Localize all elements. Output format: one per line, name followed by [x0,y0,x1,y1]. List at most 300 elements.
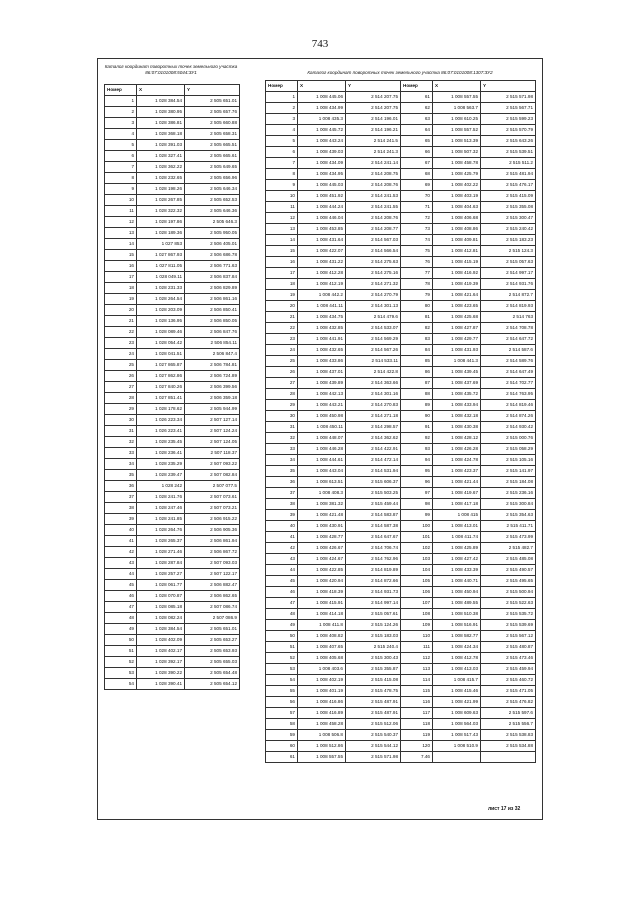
table-cell: 92 [401,433,433,444]
table-cell: 67 [401,158,433,169]
table-row [266,631,536,642]
table-cell: 1 008 441.11 [298,301,346,312]
table-cell: 1 008 419.39 [433,279,481,290]
table-row [266,290,536,301]
table-cell: 29 [266,400,298,411]
table-cell: 39 [266,510,298,521]
table-row [105,305,240,316]
table-cell: 37 [266,488,298,499]
table-cell: 49 [266,620,298,631]
table-cell: 2 515 597.6 [481,708,536,719]
table-cell: 1 028 267.85 [137,195,185,206]
table-cell: 1 008 432.85 [298,323,346,334]
table-cell: 2 515 482.7 [481,543,536,554]
table-cell: 1 028 178.62 [137,404,185,415]
table-cell: 38 [266,499,298,510]
table-cell: 23 [105,338,137,349]
table-cell: 2 514 587.38 [346,521,401,532]
table-cell: 1 028 089.46 [137,327,185,338]
table-cell: 2 514 270.79 [346,290,401,301]
table-cell: 1 008 507.32 [433,147,481,158]
table-cell: 13 [105,228,137,239]
table-cell: 1 027 853 [137,239,185,250]
table-cell: 2 515 544.12 [346,741,401,752]
table-row [266,389,536,400]
table-cell: 2 515 535.72 [481,609,536,620]
table2-header-cell: X [433,81,481,92]
table-cell: 2 514 872.7 [481,290,536,301]
table-cell: 79 [401,290,433,301]
table-cell: 1 028 247.46 [137,503,185,514]
table-cell: 2 515 485.08 [481,554,536,565]
table-cell: 1 028 391.03 [137,140,185,151]
table-cell: 1 008 429.77 [433,334,481,345]
table-cell: 18 [105,283,137,294]
table-row [266,719,536,730]
table-cell: 42 [105,547,137,558]
table-cell: 1 028 197.86 [137,217,185,228]
table-cell: 81 [401,312,433,323]
table-row [105,657,240,668]
table-cell: 1 008 408.3 [298,488,346,499]
table-cell: 1 008 421.48 [298,510,346,521]
table-cell: 1 028 235.45 [137,437,185,448]
table-cell: 1 008 437.69 [433,378,481,389]
table-cell: 2 505 660.88 [185,118,240,129]
table-cell: 2 515 511.2 [481,158,536,169]
table-cell: 2 506 861.16 [185,294,240,305]
table-cell: 2 506 882.47 [185,580,240,591]
table-cell: 1 008 434.95 [298,169,346,180]
table-cell: 110 [401,631,433,642]
table-cell: 1 028 386.81 [137,118,185,129]
table-cell: 1 008 564.03 [433,719,481,730]
table-cell: 15 [266,246,298,257]
table-cell: 2 514 930.42 [481,422,536,433]
table-cell: 2 515 000.76 [481,433,536,444]
table-cell: 2 507 082.84 [185,470,240,481]
table-cell: 72 [401,213,433,224]
table-cell: 1 028 265.37 [137,536,185,547]
table-cell: 1 028 402.17 [137,646,185,657]
table-cell: 42 [266,543,298,554]
table-cell: 109 [401,620,433,631]
table-row [266,301,536,312]
table-cell: 2 515 495.65 [481,576,536,587]
table-row [105,668,240,679]
table-cell: 1 028 085.18 [137,602,185,613]
table-cell: 30 [266,411,298,422]
table-cell: 1 028 241.76 [137,492,185,503]
table-cell: 2 507 118.37 [185,448,240,459]
table-row [266,543,536,554]
table-cell: 44 [105,569,137,580]
table-row [266,730,536,741]
table-cell: 2 505 665.61 [185,151,240,162]
table-cell: 39 [105,514,137,525]
table-cell: 58 [266,719,298,730]
table-cell: 1 008 489.55 [433,598,481,609]
table-cell: 28 [266,389,298,400]
table-row [266,257,536,268]
table-cell: 1 028 239.47 [137,470,185,481]
table-cell: 1 008 431.64 [298,235,346,246]
table-cell: 1 008 424.67 [298,554,346,565]
table-row [266,521,536,532]
table-cell: 2 506 405.01 [185,239,240,250]
table-cell: 2 507 124.24 [185,426,240,437]
table-cell: 1 027 862.86 [137,371,185,382]
table-cell: 1 008 422.07 [298,246,346,257]
table-cell: 2 514 763 [481,312,536,323]
table-row [266,169,536,180]
table-row [105,569,240,580]
table-cell: 2 514 533.07 [346,323,401,334]
table-cell: 1 008 443.24 [298,136,346,147]
table-cell: 22 [266,323,298,334]
table-row [266,334,536,345]
table2-header-cell: X [298,81,346,92]
table-row [105,349,240,360]
table-cell: 1 008 423.65 [433,301,481,312]
table-cell: 2 514 819.93 [481,301,536,312]
table-row [266,422,536,433]
table-row [266,411,536,422]
table-cell: 1 008 512.86 [298,741,346,752]
table-cell: 1 008 435.72 [433,389,481,400]
table-cell: 2 515 355.08 [481,202,536,213]
table-cell: 6 [266,147,298,158]
table-cell: 1 026 223.41 [137,426,185,437]
table-cell: 50 [266,631,298,642]
table-cell: 1 008 434.09 [298,158,346,169]
table-row [105,294,240,305]
table-cell: 2 514 479.6 [346,312,401,323]
table-cell: 1 [266,92,298,103]
table-row [105,162,240,173]
table-cell: 101 [401,532,433,543]
table-cell: 1 008 401.19 [298,686,346,697]
table-cell: 2 515 539.69 [481,620,536,631]
table-row [266,246,536,257]
table-cell: 4 [105,129,137,140]
table-cell: 44 [266,565,298,576]
table-row [266,378,536,389]
table-row [105,393,240,404]
table-cell: 1 008 428.77 [298,532,346,543]
table-cell: 97 [401,488,433,499]
table-cell: 12 [266,213,298,224]
table-cell: 1 008 450.98 [298,411,346,422]
table-cell: 45 [105,580,137,591]
table-cell: 2 515 354.63 [481,510,536,521]
table-row [105,338,240,349]
table-cell: 2 514 271.32 [346,279,401,290]
table-cell: 40 [266,521,298,532]
table-row [266,312,536,323]
table-cell: 1 008 433.39 [433,565,481,576]
table-cell: 1 [105,96,137,107]
table-cell: 1 008 404.63 [433,202,481,213]
table-cell: 1 008 415.7 [433,675,481,686]
table-cell: 1 008 444.61 [298,455,346,466]
table-cell: 1 008 381.32 [298,499,346,510]
table-cell: 103 [401,554,433,565]
table-cell: 8 [105,173,137,184]
table-cell: 2 515 476.17 [481,180,536,191]
table-cell: 75 [401,246,433,257]
table-cell: 1 028 384.54 [137,624,185,635]
table-cell: 82 [401,323,433,334]
table-cell: 2 514 708.78 [481,323,536,334]
table-cell: 117 [401,708,433,719]
table-cell: 90 [401,411,433,422]
table-row [266,686,536,697]
table-cell: 1 008 435.3 [298,114,346,125]
table-cell: 1 008 407.65 [298,642,346,653]
table-cell: 1 028 203.09 [137,305,185,316]
table-cell: 88 [401,389,433,400]
table-cell: 2 514 208.76 [346,180,401,191]
table-cell: 112 [401,653,433,664]
table-cell: 1 008 411.74 [433,532,481,543]
table-cell: 17 [105,272,137,283]
table-cell: 84 [401,345,433,356]
table-cell: 2 515 480.87 [481,642,536,653]
table-cell: 1 028 136.95 [137,316,185,327]
table-row [266,708,536,719]
table-cell: 33 [266,444,298,455]
table-cell: 2 507 073.61 [185,492,240,503]
table-cell: 12 [105,217,137,228]
table-cell: 43 [266,554,298,565]
table-cell: 1 008 425.79 [433,169,481,180]
table-cell: 2 514 997.17 [481,268,536,279]
table-cell: 52 [105,657,137,668]
table-cell: 2 506 686.78 [185,250,240,261]
table-cell: 1 008 426.67 [298,543,346,554]
table-cell: 2 506 359.18 [185,393,240,404]
table-cell: 1 008 421.99 [433,697,481,708]
table-cell: 38 [105,503,137,514]
table-cell: 2 506 862.65 [185,591,240,602]
table-cell: 66 [401,147,433,158]
table-cell: 24 [266,345,298,356]
table-cell: 2 507 093.03 [185,558,240,569]
table-row [266,279,536,290]
table-row [266,114,536,125]
table-cell: 2 514 301.16 [346,389,401,400]
table-cell: 35 [266,466,298,477]
table-cell: 2 507 093.22 [185,459,240,470]
table-cell: 2 515 490.57 [481,565,536,576]
table-cell: 2 514 647.72 [481,334,536,345]
table-cell: 1 008 421.44 [433,477,481,488]
table-row [105,360,240,371]
table-cell: 1 008 430.38 [433,422,481,433]
table-row [105,107,240,118]
table-cell: 1 008 458.78 [433,158,481,169]
table-cell: 2 515 459.44 [346,499,401,510]
table-cell: 2 515 534.88 [481,741,536,752]
table-cell: 2 514 275.16 [346,268,401,279]
table-cell: 27 [105,382,137,393]
table-cell: 74 [401,235,433,246]
table-cell: 3 [105,118,137,129]
table-row [266,268,536,279]
table-cell: 1 028 287.84 [137,558,185,569]
table-cell: 2 514 872.66 [346,576,401,587]
table-cell: 99 [401,510,433,521]
table-cell: 2 505 646.3 [185,217,240,228]
table-row [266,598,536,609]
table-cell: 1 008 415.46 [433,686,481,697]
table-cell: 2 506 847.76 [185,327,240,338]
table-cell: 1 008 557.55 [433,92,481,103]
table-row [105,459,240,470]
table-cell: 113 [401,664,433,675]
table-cell: 65 [401,136,433,147]
table-cell: 2 514 241.3 [346,147,401,158]
table-cell: 2 506 771.63 [185,261,240,272]
table-cell: 1 008 403.19 [433,191,481,202]
table-cell: 2 515 355.87 [346,664,401,675]
table-row [266,158,536,169]
table-cell: 1 027 865.87 [137,360,185,371]
table-cell: 18 [266,279,298,290]
table-row [105,173,240,184]
table-row [105,96,240,107]
page-number: 743 [311,38,329,50]
table-cell: 1 008 415 [433,510,481,521]
table-cell: 1 008 420.94 [298,576,346,587]
table-cell: 93 [401,444,433,455]
table-cell: 2 507 077.5 [185,481,240,492]
table-cell: 1 008 439.03 [298,147,346,158]
table-cell: 105 [401,576,433,587]
table-cell: 2 506 847.4 [185,349,240,360]
table-cell: 1 008 434.99 [298,103,346,114]
table-row [266,532,536,543]
table-row [105,514,240,525]
table-row [105,272,240,283]
table-cell: 1 028 264.54 [137,294,185,305]
table-row [105,470,240,481]
table-cell: 1 008 439.89 [298,378,346,389]
table-cell: 2 506 837.84 [185,272,240,283]
table-row [266,664,536,675]
table-cell: 1 028 322.32 [137,206,185,217]
table-cell: 34 [105,459,137,470]
table-cell: 2 [266,103,298,114]
table-row [105,316,240,327]
table-cell: 51 [105,646,137,657]
table-cell: 1 028 061.77 [137,580,185,591]
table-cell: 51 [266,642,298,653]
table-cell: 1 008 448.07 [298,433,346,444]
table-cell: 2 505 649.65 [185,162,240,173]
table-cell: 28 [105,393,137,404]
table-cell: 57 [266,708,298,719]
table-cell: 61 [266,752,298,763]
table-cell: 1 008 443.04 [298,466,346,477]
table-cell: 2 514 531.94 [346,466,401,477]
table-row [266,609,536,620]
table1-title: Каталог координат поворотных точек земельного участка 86:07:0101008:5044:ЗУ1 [104,64,238,75]
table-cell: 1 008 437.01 [298,367,346,378]
table-row [105,250,240,261]
table-row [105,536,240,547]
table-cell: 1 008 431.93 [433,345,481,356]
table-row [105,151,240,162]
table-cell: 2 515 124.3 [481,246,536,257]
table-cell: 2 506 724.89 [185,371,240,382]
table-cell: 31 [105,426,137,437]
table-cell: 32 [266,433,298,444]
table-cell: 22 [105,327,137,338]
table-cell: 48 [105,613,137,624]
table-cell: 53 [266,664,298,675]
table-cell: 2 515 570.79 [481,125,536,136]
table-row [105,195,240,206]
table-cell: 27 [266,378,298,389]
table-row [266,488,536,499]
table-cell: 1 008 408.82 [298,631,346,642]
table-row [105,602,240,613]
table-cell: 6 [105,151,137,162]
table-cell: 59 [266,730,298,741]
table-cell: 4 [266,125,298,136]
table-cell: 106 [401,587,433,598]
table-cell: 1 028 236.41 [137,448,185,459]
table-cell: 94 [401,455,433,466]
table-row [266,103,536,114]
table-cell: 54 [105,679,137,690]
table-cell: 56 [266,697,298,708]
table-cell: 91 [401,422,433,433]
table-row [105,327,240,338]
table-cell: 21 [266,312,298,323]
table-cell: 2 515 487.91 [346,708,401,719]
table-cell: 1 026 223.34 [137,415,185,426]
table1-header-cell: Y [185,85,240,96]
table-cell: 1 008 412.19 [298,279,346,290]
table-row [266,510,536,521]
table-cell: 1 008 411.8 [298,620,346,631]
table-cell: 2 514 819.89 [346,565,401,576]
table2-title: Каталог координат поворотных точек земельного участка 86:07:0101008:1307:ЗУ2 [307,70,493,75]
table-cell: 2 514 241.14 [346,158,401,169]
table-cell: 2 505 646.36 [185,206,240,217]
table-cell: 2 506 784.81 [185,360,240,371]
table-cell: 2 515 571.98 [346,752,401,763]
table-cell: 102 [401,543,433,554]
table-cell: 1 008 415.19 [433,257,481,268]
table-row [105,261,240,272]
table-cell: 2 514 647.67 [346,532,401,543]
table-cell: 1 028 232.65 [137,173,185,184]
table-row [266,92,536,103]
table2-coordinates [265,80,536,763]
table-cell: 1 008 412.28 [298,268,346,279]
table-row [266,444,536,455]
table-row [105,613,240,624]
table-cell: 2 515 599.23 [481,114,536,125]
table-cell: 1 028 390.41 [137,679,185,690]
table-cell: 1 028 054.42 [137,338,185,349]
table-cell: 9 [266,180,298,191]
table-cell [433,752,481,763]
